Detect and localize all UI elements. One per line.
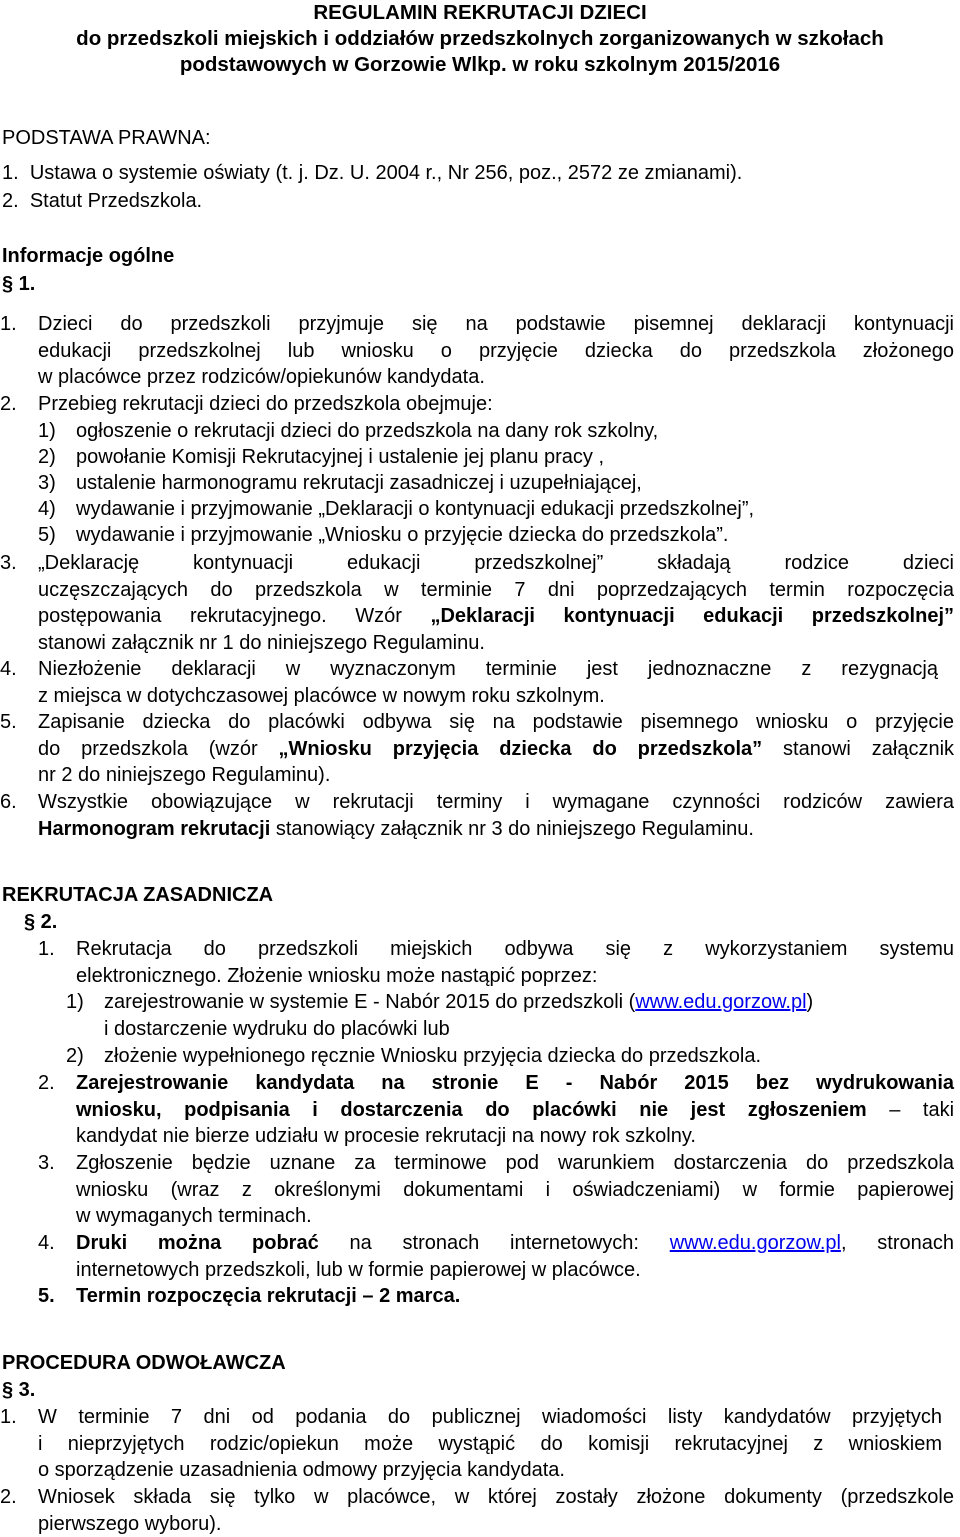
- legal-basis-item: [2, 160, 742, 187]
- sub-item-number: 1): [66, 989, 84, 1016]
- sub-item-text: złożenie wypełnionego ręcznie Wniosku przyjęcia dziecka do przedszkola.: [104, 1045, 761, 1067]
- sub-item: [104, 1043, 761, 1070]
- sub-item: [76, 470, 642, 497]
- main-point-3: [76, 1150, 954, 1230]
- text-line: [38, 816, 954, 843]
- text-line: wniosku (wraz z określonymi dokumentami i oświadczeniami) w formie papierowej: [76, 1177, 954, 1204]
- point-number: 2.: [0, 391, 17, 418]
- text-line: Wszystkie obowiązujące w rekrutacji terminy i wymagane czynności rodziców zawiera: [38, 789, 954, 816]
- sub-item-text: zarejestrowanie w systemie E - Nabór 2015 do przedszkoli (: [104, 991, 635, 1013]
- sub-item-text: wydawanie i przyjmowanie „Wniosku o przyjęcie dziecka do przedszkola”.: [76, 524, 729, 546]
- text-line: w wymaganych terminach.: [76, 1203, 954, 1230]
- text-run: postępowania rekrutacyjnego. Wzór: [38, 605, 430, 627]
- text-line: Dzieci do przedszkoli przyjmuje się na podstawie pisemnej deklaracji kontynuacji: [38, 311, 954, 338]
- text-line: [76, 1097, 954, 1124]
- point-number: 1.: [0, 311, 17, 338]
- text-line: Zarejestrowanie kandydata na stronie E - Nabór 2015 bez wydrukowania: [76, 1070, 954, 1097]
- sub-item-text: ): [807, 991, 814, 1013]
- point-number: 3.: [38, 1150, 55, 1177]
- sub-item: [76, 418, 658, 445]
- text-line: Zgłoszenie będzie uznane za terminowe pod warunkiem dostarczenia do przedszkola: [76, 1150, 954, 1177]
- item-text: Ustawa o systemie oświaty (t. j. Dz. U. 2004 r., Nr 256, poz., 2572 ze zmianami).: [30, 162, 743, 184]
- point-number: 6.: [0, 789, 17, 816]
- appeal-point-2: [38, 1484, 954, 1537]
- appeal-point-1: [38, 1404, 942, 1484]
- point-number: 4.: [38, 1230, 55, 1257]
- appeal-procedure-heading: PROCEDURA ODWOŁAWCZA: [2, 1350, 286, 1377]
- sub-item-number: 5): [38, 522, 56, 549]
- point-number: 2.: [38, 1070, 55, 1097]
- bold-text-run: Harmonogram rekrutacji: [38, 818, 270, 840]
- point-number: 5.: [0, 709, 17, 736]
- paragraph-mark-2: § 2.: [24, 909, 57, 936]
- sub-item-continuation: i dostarczenie wydruku do placówki lub: [104, 1016, 450, 1043]
- text-line: elektronicznego. Złożenie wniosku może nastąpić poprzez:: [76, 963, 954, 990]
- sub-item-text: ustalenie harmonogramu rekrutacji zasadniczej i uzupełniającej,: [76, 472, 642, 494]
- text-run: do przedszkola (wzór: [38, 738, 279, 760]
- text-line: [76, 1230, 954, 1257]
- text-run: – taki: [867, 1099, 954, 1121]
- bold-text-run: Druki można pobrać: [76, 1232, 319, 1254]
- bold-text-run: „Deklaracji kontynuacji edukacji przedszkolnej”: [430, 605, 954, 627]
- text-run: na stronach internetowych:: [319, 1232, 670, 1254]
- document-title-line-1: REGULAMIN REKRUTACJI DZIECI: [0, 0, 960, 27]
- main-point-2: [76, 1070, 954, 1150]
- sub-item-number: 2): [38, 444, 56, 471]
- text-line: kandydat nie bierze udziału w procesie rekrutacji na nowy rok szkolny.: [76, 1123, 954, 1150]
- text-line: uczęszczających do przedszkola w terminie 7 dni poprzedzających termin rozpoczęcia: [38, 577, 954, 604]
- paragraph-mark-1: § 1.: [2, 271, 35, 298]
- general-point-4: [38, 656, 938, 709]
- text-run: stanowiący załącznik nr 3 do niniejszego Regulaminu.: [270, 818, 754, 840]
- bold-text-run: wniosku, podpisania i dostarczenia do placówki nie jest zgłoszeniem: [76, 1099, 867, 1121]
- text-line: [38, 603, 954, 630]
- text-line: pierwszego wyboru).: [38, 1511, 954, 1537]
- text-line: „Deklarację kontynuacji edukacji przedszkolnej” składają rodzice dzieci: [38, 550, 954, 577]
- text-line: Przebieg rekrutacji dzieci do przedszkola obejmuje:: [38, 391, 954, 418]
- main-point-5: [76, 1283, 954, 1310]
- bold-text-run: „Wniosku przyjęcia dziecka do przedszkola”: [279, 738, 763, 760]
- point-number: 2.: [0, 1484, 17, 1511]
- point-number: 1.: [0, 1404, 17, 1431]
- text-run: stanowi załącznik: [762, 738, 954, 760]
- text-line: [38, 736, 954, 763]
- text-line: Termin rozpoczęcia rekrutacji – 2 marca.: [76, 1283, 954, 1310]
- text-run: , stronach: [841, 1232, 954, 1254]
- sub-item-number: 2): [66, 1043, 84, 1070]
- general-point-5: [38, 709, 954, 789]
- legal-basis-item: [2, 188, 202, 215]
- item-number: 2.: [2, 190, 19, 212]
- point-number: 1.: [38, 936, 55, 963]
- sub-item-text: powołanie Komisji Rekrutacyjnej i ustalenie jej planu pracy ,: [76, 446, 604, 468]
- text-line: Niezłożenie deklaracji w wyznaczonym terminie jest jednoznaczne z rezygnacją: [38, 656, 938, 683]
- general-point-3: [38, 550, 954, 656]
- sub-item: [76, 496, 754, 523]
- item-text: Statut Przedszkola.: [30, 190, 202, 212]
- text-line: nr 2 do niniejszego Regulaminu).: [38, 762, 954, 789]
- point-number: 4.: [0, 656, 17, 683]
- text-line: W terminie 7 dni od podania do publicznej wiadomości listy kandydatów przyjętych: [38, 1404, 942, 1431]
- legal-basis-heading: PODSTAWA PRAWNA:: [2, 125, 211, 152]
- sub-item-number: 3): [38, 470, 56, 497]
- main-recruitment-heading: REKRUTACJA ZASADNICZA: [2, 882, 273, 909]
- item-number: 1.: [2, 162, 19, 184]
- text-line: Rekrutacja do przedszkoli miejskich odbywa się z wykorzystaniem systemu: [76, 936, 954, 963]
- text-line: z miejsca w dotychczasowej placówce w nowym roku szkolnym.: [38, 683, 938, 710]
- edu-gorzow-link[interactable]: www.edu.gorzow.pl: [635, 991, 806, 1013]
- general-info-heading: Informacje ogólne: [2, 243, 174, 270]
- main-point-4: [76, 1230, 954, 1283]
- text-line: edukacji przedszkolnej lub wniosku o przyjęcie dziecka do przedszkola złożonego: [38, 338, 954, 365]
- paragraph-mark-3: § 3.: [2, 1377, 35, 1404]
- point-number: 5.: [38, 1283, 55, 1310]
- edu-gorzow-link[interactable]: www.edu.gorzow.pl: [670, 1232, 841, 1254]
- text-line: w placówce przez rodziców/opiekunów kandydata.: [38, 364, 954, 391]
- text-line: internetowych przedszkoli, lub w formie papierowej w placówce.: [76, 1257, 954, 1284]
- sub-item: [76, 444, 604, 471]
- text-line: stanowi załącznik nr 1 do niniejszego Regulaminu.: [38, 630, 954, 657]
- sub-item: [104, 989, 813, 1016]
- document-title-line-3: podstawowych w Gorzowie Wlkp. w roku szkolnym 2015/2016: [0, 52, 960, 79]
- main-point-1: [76, 936, 954, 989]
- point-number: 3.: [0, 550, 17, 577]
- sub-item-text: ogłoszenie o rekrutacji dzieci do przedszkola na dany rok szkolny,: [76, 420, 658, 442]
- sub-item-text: wydawanie i przyjmowanie „Deklaracji o kontynuacji edukacji przedszkolnej”,: [76, 498, 754, 520]
- sub-item-number: 1): [38, 418, 56, 445]
- general-point-6: [38, 789, 954, 842]
- sub-item: [76, 522, 729, 549]
- general-point-2: [38, 391, 954, 418]
- document-title-line-2: do przedszkoli miejskich i oddziałów przedszkolnych zorganizowanych w szkołach: [0, 26, 960, 53]
- sub-item-number: 4): [38, 496, 56, 523]
- general-point-1: [38, 311, 954, 391]
- text-line: Wniosek składa się tylko w placówce, w której zostały złożone dokumenty (przedszkole: [38, 1484, 954, 1511]
- text-line: o sporządzenie uzasadnienia odmowy przyjęcia kandydata.: [38, 1457, 942, 1484]
- text-line: Zapisanie dziecka do placówki odbywa się na podstawie pisemnego wniosku o przyjęcie: [38, 709, 954, 736]
- text-line: i nieprzyjętych rodzic/opiekun może wystąpić do komisji rekrutacyjnej z wnioskiem: [38, 1431, 942, 1458]
